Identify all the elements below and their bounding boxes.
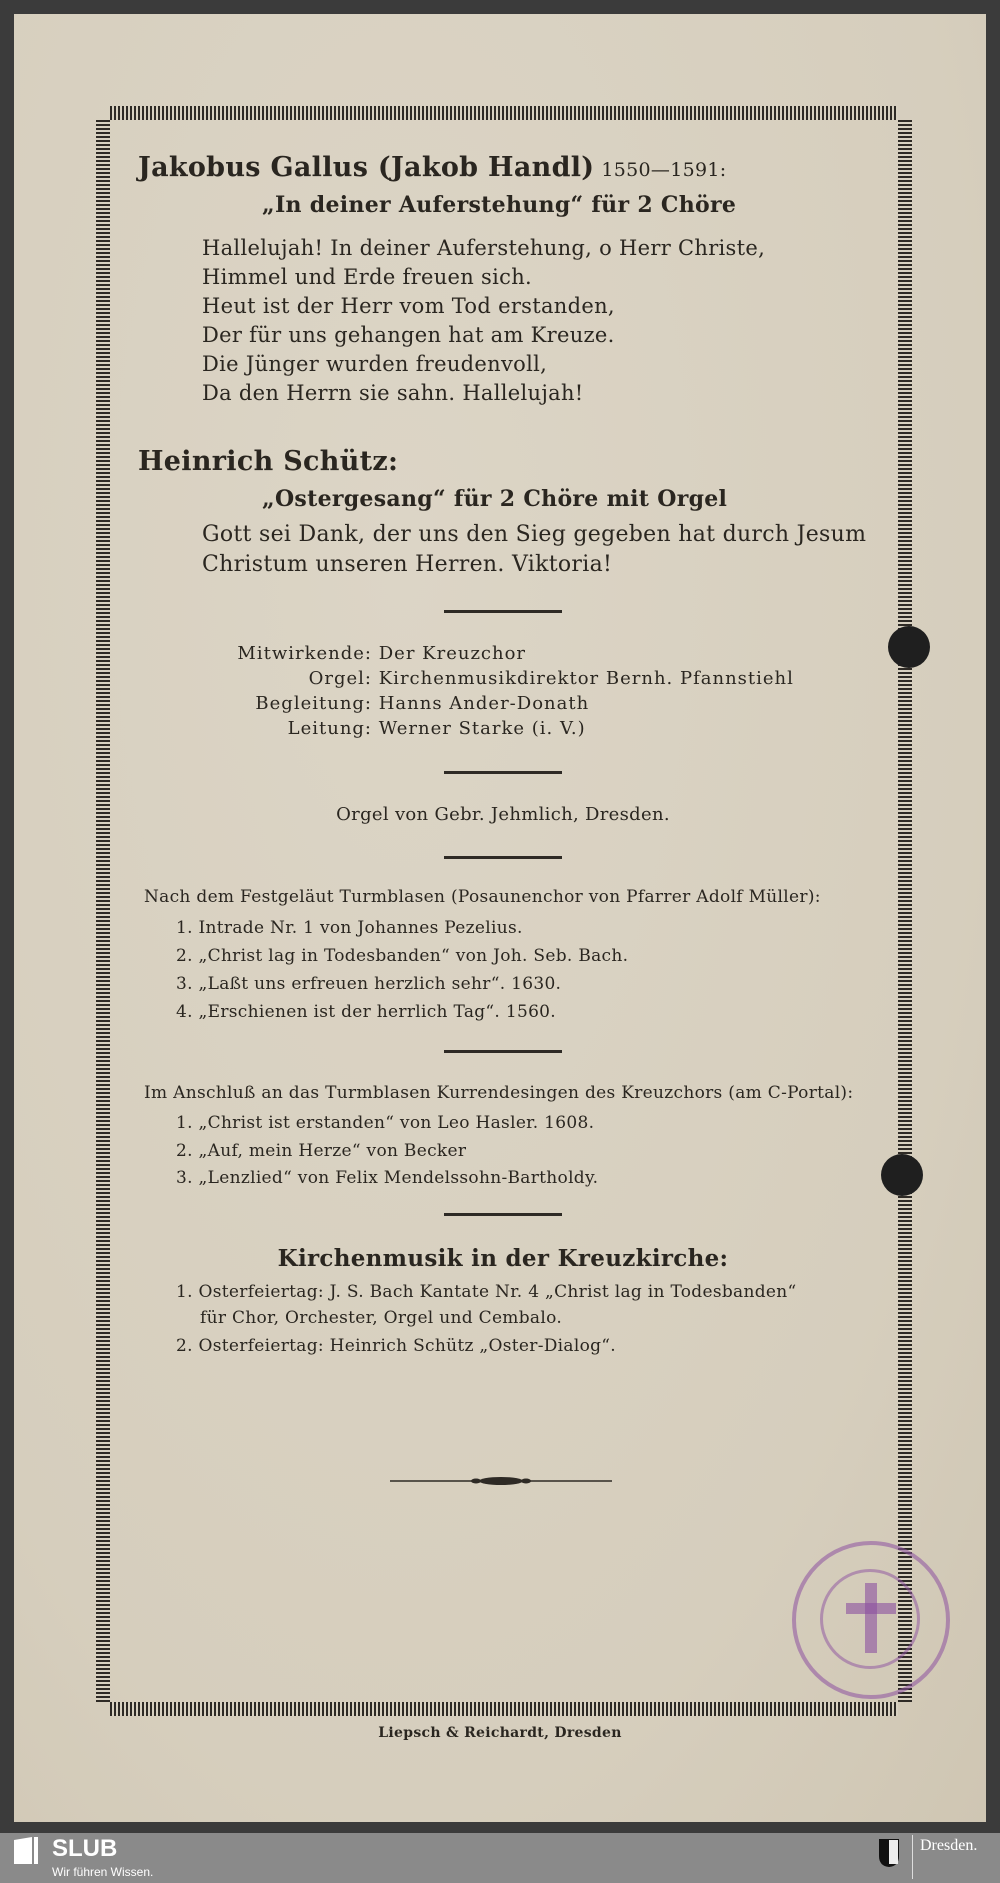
printer-imprint: Liepsch & Reichardt, Dresden [378, 1725, 622, 1741]
list-item: 3. „Lenzlied“ von Felix Mendelssohn-Bartholdy. [176, 1168, 599, 1188]
list-item: 3. „Laßt uns erfreuen herzlich sehr“. 1630. [176, 974, 562, 994]
dresden-coat-of-arms-icon [878, 1838, 900, 1868]
divider [444, 856, 562, 859]
gallus-work: „In deiner Auferstehung“ für 2 Chöre [262, 192, 737, 218]
list-item: für Chor, Orchester, Orgel und Cembalo. [200, 1308, 563, 1328]
organ-builder: Orgel von Gebr. Jehmlich, Dresden. [336, 804, 670, 825]
lyric-line: Da den Herrn sie sahn. Hallelujah! [202, 381, 584, 405]
footer-bar [0, 1833, 1000, 1883]
list-item: 2. „Auf, mein Herze“ von Becker [176, 1141, 467, 1161]
lyric-line: Der für uns gehangen hat am Kreuze. [202, 323, 615, 347]
schuetz-work: „Ostergesang“ für 2 Chöre mit Orgel [262, 486, 728, 512]
lyric-line: Die Jünger wurden freudenvoll, [202, 352, 548, 376]
lyric-line: Heut ist der Herr vom Tod erstanden, [202, 294, 615, 318]
slub-logo[interactable]: SLUB [52, 1835, 118, 1862]
performer-row: Orgel: Kirchenmusikdirektor Bernh. Pfannstiehl [308, 668, 794, 689]
performer-row: Mitwirkende: Der Kreuzchor [237, 643, 527, 664]
performer-row: Leitung: Werner Starke (i. V.) [287, 718, 586, 739]
slub-tagline: Wir führen Wissen. [52, 1865, 154, 1879]
kurrende-intro: Im Anschluß an das Turmblasen Kurrendesingen des Kreuzchors (am C-Portal): [144, 1083, 854, 1103]
lyric-line: Christum unseren Herren. Viktoria! [202, 552, 613, 577]
punch-hole [888, 626, 930, 668]
lyric-line: Himmel und Erde freuen sich. [202, 265, 533, 289]
tower-intro: Nach dem Festgeläut Turmblasen (Posaunenchor von Pfarrer Adolf Müller): [144, 887, 821, 907]
frame-border-left [96, 120, 110, 1702]
list-item: 1. Osterfeiertag: J. S. Bach Kantate Nr. 4 „Christ lag in Todesbanden“ [176, 1282, 797, 1302]
divider [444, 1050, 562, 1053]
cross-icon [846, 1583, 896, 1653]
slub-book-icon [12, 1836, 42, 1866]
divider [444, 1213, 562, 1216]
library-stamp [792, 1541, 950, 1699]
footer-divider [912, 1835, 913, 1879]
frame-border-bottom [110, 1702, 898, 1716]
list-item: 1. „Christ ist erstanden“ von Leo Hasler. 1608. [176, 1113, 595, 1133]
divider [444, 771, 562, 774]
gallus-heading-line [138, 152, 726, 183]
list-item: 2. „Christ lag in Todesbanden“ von Joh. Seb. Bach. [176, 946, 629, 966]
ornament-divider [388, 1472, 614, 1490]
frame-border-right [898, 120, 912, 1702]
frame-border-top [110, 106, 898, 120]
schuetz-heading: Heinrich Schütz: [138, 446, 399, 477]
list-item: 2. Osterfeiertag: Heinrich Schütz „Oster-Dialog“. [176, 1336, 617, 1356]
church-music-heading: Kirchenmusik in der Kreuzkirche: [277, 1245, 729, 1272]
punch-hole [881, 1154, 923, 1196]
list-item: 1. Intrade Nr. 1 von Johannes Pezelius. [176, 918, 523, 938]
divider [444, 610, 562, 613]
lyric-line: Gott sei Dank, der uns den Sieg gegeben hat durch Jesum [202, 522, 867, 547]
gallus-heading: Jakobus Gallus (Jakob Handl) [138, 152, 595, 183]
list-item: 4. „Erschienen ist der herrlich Tag“. 1560. [176, 1002, 557, 1022]
gallus-years: 1550—1591: [601, 159, 727, 181]
performer-row: Begleitung: Hanns Ander-Donath [255, 693, 590, 714]
lyric-line: Hallelujah! In deiner Auferstehung, o Herr Christe, [202, 236, 766, 260]
dresden-logo[interactable]: Dresden. [920, 1837, 978, 1854]
